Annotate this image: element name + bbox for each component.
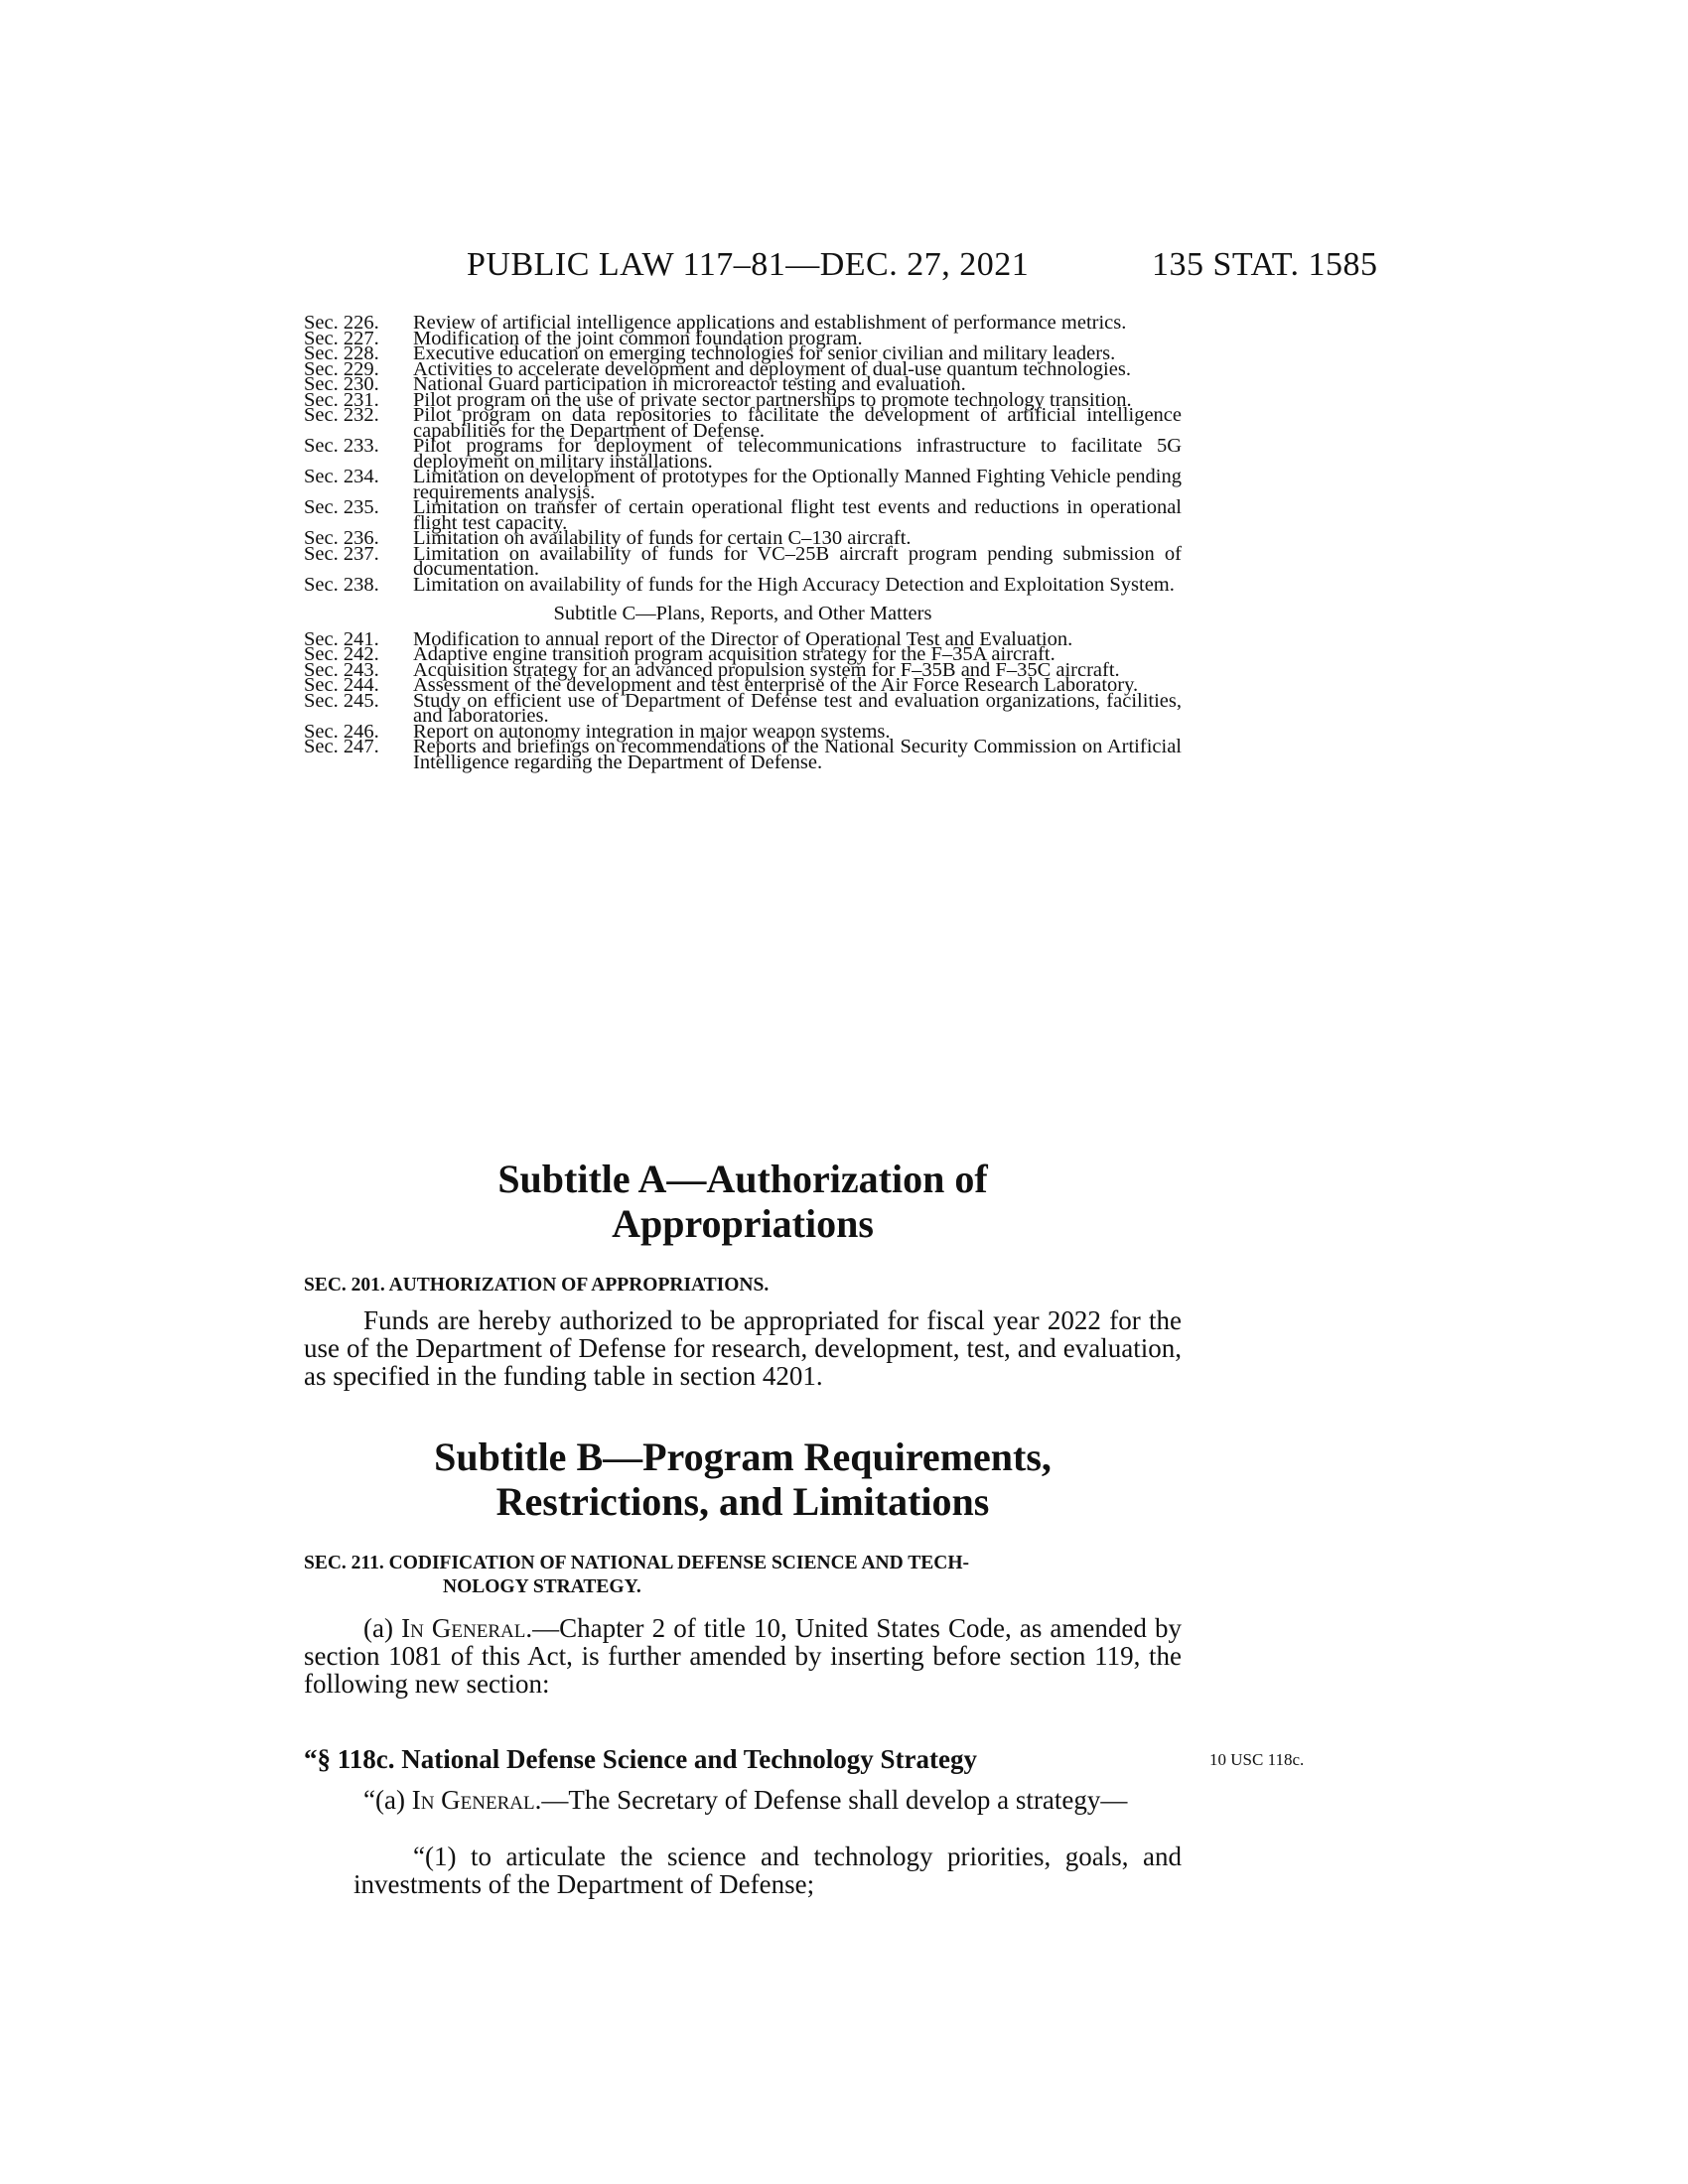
toc-entry-number: Sec. 241. (304, 627, 379, 650)
toc-entry-number: Sec. 244. (304, 674, 379, 696)
sec-211-heading (304, 1552, 1182, 1599)
toc-entry-title: Limitation on development of prototypes for the Optionally Manned Fighting Vehicle pending requirements analysis. (413, 466, 1182, 503)
subtitle-b-heading (304, 1434, 1182, 1524)
toc-entry (304, 542, 1182, 580)
section-118c-title: “§ 118c. National Defense Science and Technology Strategy (304, 1744, 977, 1774)
toc-entry-number: Sec. 247. (304, 736, 379, 757)
toc-entry-number: Sec. 235. (304, 496, 379, 518)
sec-211-heading-line2: NOLOGY STRATEGY. (443, 1576, 641, 1597)
toc-entry-title: Limitation on availability of funds for VC–25B aircraft program pending submission of documentation. (413, 542, 1182, 580)
subtitle-b-line1: Subtitle B—Program Requirements, (434, 1434, 1052, 1479)
table-of-contents (304, 312, 1182, 773)
subtitle-a-line2: Appropriations (612, 1201, 874, 1246)
toc-entry-title: Pilot program on data repositories to facilitate the development of artificial intelligence capabilities for the Department of Defense. (413, 404, 1182, 442)
subtitle-b-line2: Restrictions, and Limitations (495, 1479, 990, 1524)
toc-entry-number: Sec. 246. (304, 720, 379, 743)
toc-entry-title: Reports and briefings on recommendations of the National Security Commission on Artificial Intelligence regarding the Department of Defense. (413, 736, 1182, 773)
toc-entry-number: Sec. 231. (304, 388, 379, 411)
sec-118c-item-1: “(1) to articulate the science and technology priorities, goals, and investments of the Department of Defense; (353, 1842, 1182, 1899)
toc-entry-number: Sec. 238. (304, 573, 379, 596)
subtitle-a-line1: Subtitle A—Authorization of (497, 1157, 988, 1201)
toc-subtitle-b-list (304, 312, 1182, 596)
toc-entry-title: Pilot program on the use of private sector partnerships to promote technology transition. (413, 388, 1132, 411)
toc-entry-title: Limitation on transfer of certain operational flight test events and reductions in operational flight test capacity. (413, 496, 1182, 534)
toc-entry-title: Report on autonomy integration in major weapon systems. (413, 720, 891, 743)
sec-201-body: Funds are hereby authorized to be appropriated for fiscal year 2022 for the use of the Department of Defense for research, development, test, and evaluation, as specified in the funding table in section 4201. (304, 1305, 1182, 1391)
toc-entry-title: Activities to accelerate development and deployment of dual-use quantum technologies. (413, 357, 1131, 380)
sec-118c-sub-a (304, 1786, 1182, 1814)
sub-a-lead: “(a) (363, 1785, 412, 1815)
toc-entry-title: Limitation on availability of funds for the High Accuracy Detection and Exploitation System. (413, 573, 1175, 596)
sub-a-text: .—The Secretary of Defense shall develop a strategy— (534, 1785, 1128, 1815)
margin-citation: 10 USC 118c. (1209, 1750, 1305, 1769)
toc-entry-title: National Guard participation in microreactor testing and evaluation. (413, 373, 966, 395)
toc-entry-number: Sec. 236. (304, 527, 379, 549)
toc-entry-title: Assessment of the development and test enterprise of the Air Force Research Laboratory. (413, 674, 1139, 696)
running-header-stat: 135 STAT. 1585 (1152, 246, 1378, 283)
subtitle-a-heading (304, 1157, 1182, 1246)
toc-entry-number: Sec. 242. (304, 643, 379, 665)
toc-entry-number: Sec. 234. (304, 466, 379, 487)
toc-entry-title: Adaptive engine transition program acquisition strategy for the F–35A aircraft. (413, 643, 1055, 665)
toc-entry-title: Review of artificial intelligence applications and establishment of performance metrics. (413, 312, 1127, 334)
toc-entry-number: Sec. 227. (304, 327, 379, 349)
toc-entry-title: Limitation on availability of funds for certain C–130 aircraft. (413, 527, 912, 549)
toc-entry-number: Sec. 232. (304, 404, 379, 426)
toc-entry (304, 689, 1182, 727)
toc-entry-title: Acquisition strategy for an advanced propulsion system for F–35B and F–35C aircraft. (413, 658, 1120, 681)
toc-entry-title: Modification of the joint common foundation program. (413, 327, 863, 349)
toc-entry-number: Sec. 233. (304, 435, 379, 457)
toc-entry-title: Study on efficient use of Department of Defense test and evaluation organizations, facilities, and laboratories. (413, 689, 1182, 727)
toc-entry-number: Sec. 229. (304, 357, 379, 380)
toc-entry-title: Executive education on emerging technologies for senior civilian and military leaders. (413, 342, 1116, 364)
toc-entry-number: Sec. 228. (304, 342, 379, 364)
toc-entry-number: Sec. 226. (304, 312, 379, 334)
sub-a-caption: In General (411, 1785, 535, 1815)
para-a-lead: (a) (363, 1613, 402, 1643)
toc-entry-title: Modification to annual report of the Director of Operational Test and Evaluation. (413, 627, 1073, 650)
toc-entry-number: Sec. 243. (304, 658, 379, 681)
toc-entry (304, 573, 1182, 596)
para-a-caption: In General (401, 1613, 526, 1643)
toc-subtitle-c-list (304, 627, 1182, 773)
running-header-law: PUBLIC LAW 117–81—DEC. 27, 2021 (467, 246, 1030, 283)
toc-entry-number: Sec. 245. (304, 689, 379, 712)
toc-entry (304, 736, 1182, 773)
toc-entry-title: Pilot programs for deployment of telecommunications infrastructure to facilitate 5G deployment on military installations. (413, 435, 1182, 473)
sec-211-para-a (304, 1614, 1182, 1698)
para-a-text: .—Chapter 2 of title 10, United States Code, as amended by section 1081 of this Act, is further amended by inserting before section 119, the following new section: (304, 1613, 1182, 1699)
toc-entry-number: Sec. 237. (304, 542, 379, 565)
sec-201-heading: SEC. 201. AUTHORIZATION OF APPROPRIATIONS. (304, 1275, 770, 1296)
sec-211-heading-line1: SEC. 211. CODIFICATION OF NATIONAL DEFENSE SCIENCE AND TECH- (304, 1553, 969, 1573)
toc-entry-number: Sec. 230. (304, 373, 379, 395)
toc-subtitle-c-heading: Subtitle C—Plans, Reports, and Other Matters (553, 603, 932, 624)
